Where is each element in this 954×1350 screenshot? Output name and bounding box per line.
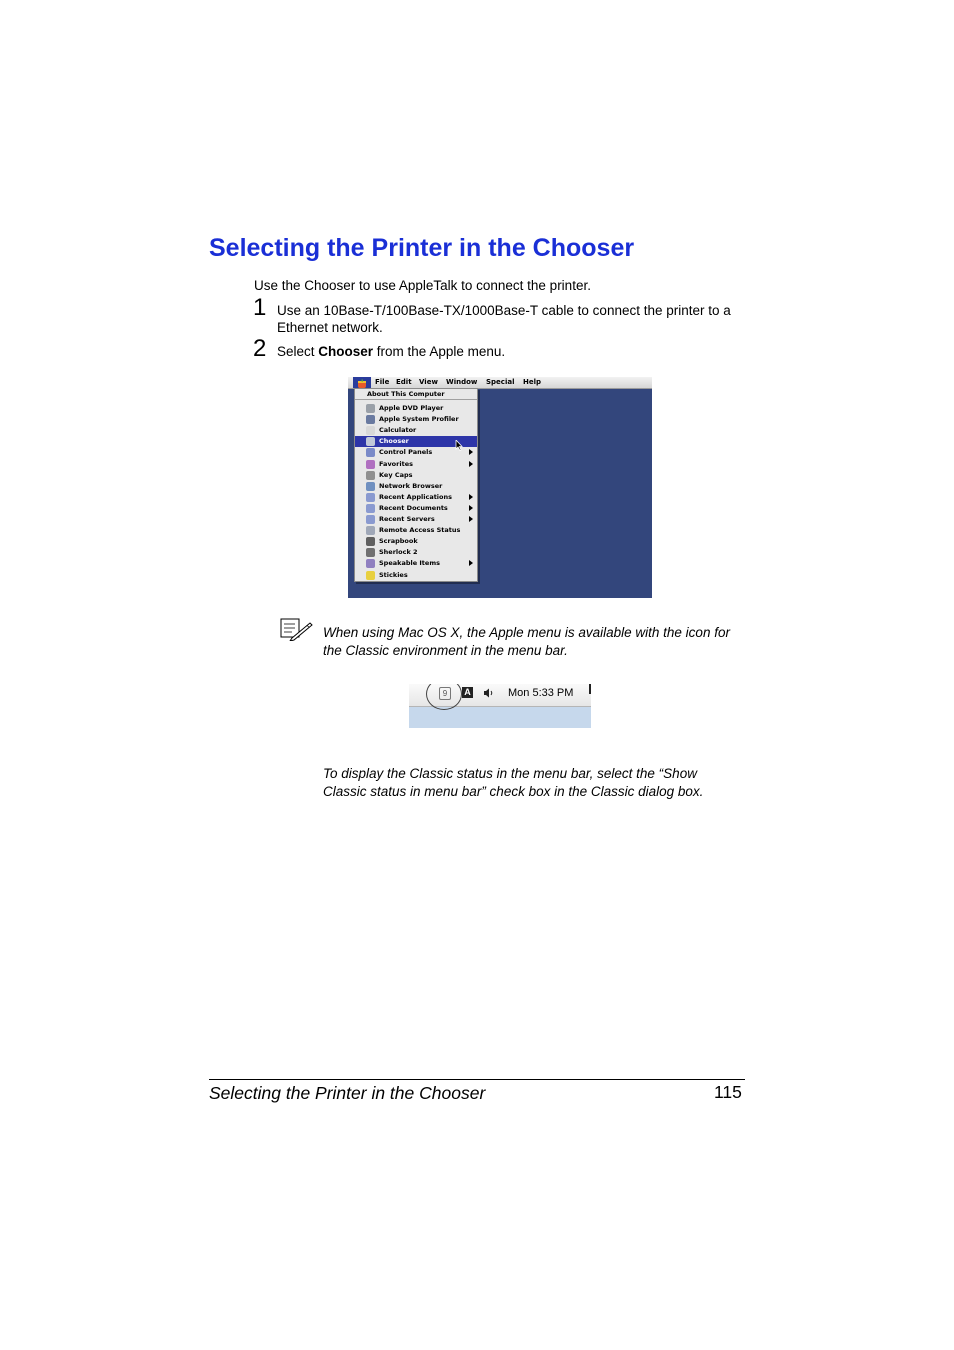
menu-item-remote-access-status[interactable] xyxy=(355,525,477,536)
submenu-arrow-icon xyxy=(469,505,473,511)
submenu-arrow-icon xyxy=(469,516,473,522)
submenu-arrow-icon xyxy=(469,494,473,500)
menu-item-about-this-computer[interactable]: About This Computer xyxy=(355,389,477,400)
menu-item-network-browser[interactable] xyxy=(355,481,477,492)
menu-item-icon xyxy=(366,559,375,568)
menu-item-label: Stickies xyxy=(379,570,408,579)
menubar-clock[interactable]: Mon 5:33 PM xyxy=(508,687,574,699)
menu-item-label: Key Caps xyxy=(379,470,413,479)
menubar-help[interactable]: Help xyxy=(523,378,542,386)
menu-item-icon xyxy=(366,515,375,524)
menu-item-recent-servers[interactable] xyxy=(355,514,477,525)
step-1-text: Use an 10Base-T/100Base-TX/1000Base-T cable to connect the printer to a Ethernet network. xyxy=(277,303,731,335)
menubar-edit[interactable]: Edit xyxy=(396,378,412,386)
menu-item-calculator[interactable] xyxy=(355,425,477,436)
menu-item-icon xyxy=(366,448,375,457)
pencil-note-icon xyxy=(279,617,313,641)
speaker-icon[interactable] xyxy=(483,688,495,698)
menu-item-icon xyxy=(366,482,375,491)
submenu-arrow-icon xyxy=(469,449,473,455)
menu-item-recent-documents[interactable] xyxy=(355,503,477,514)
menubar-edge-divider xyxy=(589,684,591,694)
apple-menu-dropdown xyxy=(354,388,478,582)
menu-item-speakable-items[interactable] xyxy=(355,558,477,569)
menu-item-label: Apple System Profiler xyxy=(379,415,459,424)
menu-item-stickies[interactable] xyxy=(355,570,477,581)
menu-item-label: Apple DVD Player xyxy=(379,404,444,412)
menu-item-apple-dvd-player[interactable] xyxy=(355,403,477,414)
step-1-number: 1 xyxy=(253,294,267,321)
footer-page-number: 115 xyxy=(714,1082,742,1102)
apple-menu-screenshot xyxy=(348,377,652,598)
menubar-view[interactable]: View xyxy=(419,378,438,386)
menu-item-key-caps[interactable] xyxy=(355,470,477,481)
menu-item-favorites[interactable] xyxy=(355,459,477,470)
menu-item-icon xyxy=(366,571,375,580)
step-2-text-after: from the Apple menu. xyxy=(373,344,506,359)
menu-item-apple-system-profiler[interactable] xyxy=(355,414,477,425)
menu-item-scrapbook[interactable] xyxy=(355,536,477,547)
apple-menu-title[interactable] xyxy=(353,377,371,388)
menubar-window[interactable]: Window xyxy=(446,378,478,386)
step-2-number: 2 xyxy=(253,335,267,362)
menu-item-label: Recent Documents xyxy=(379,503,448,512)
menu-item-label: Recent Servers xyxy=(379,515,435,523)
menubar-file[interactable]: File xyxy=(375,378,390,386)
menu-item-label: Network Browser xyxy=(379,481,443,490)
menu-item-label: Favorites xyxy=(379,459,413,468)
footer-title: Selecting the Printer in the Chooser xyxy=(209,1083,486,1103)
menu-item-label: Control Panels xyxy=(379,448,433,457)
intro-text: Use the Chooser to use AppleTalk to connect the printer. xyxy=(254,278,591,293)
note-text-1: When using Mac OS X, the Apple menu is available with the icon for the Classic environment in the menu bar. xyxy=(323,625,730,658)
menu-item-icon xyxy=(366,404,375,413)
menu-item-icon xyxy=(366,426,375,435)
menu-item-icon xyxy=(366,537,375,546)
menu-item-label: Speakable Items xyxy=(379,559,440,568)
menu-item-label: Calculator xyxy=(379,426,417,435)
submenu-arrow-icon xyxy=(469,560,473,566)
note-text-2: To display the Classic status in the menu bar, select the “Show Classic status in menu bar” check box in the Classic dialog box. xyxy=(323,766,704,799)
menu-item-label: Recent Applications xyxy=(379,492,453,501)
menu-item-label: Sherlock 2 xyxy=(379,548,418,557)
step-2-text xyxy=(277,343,505,360)
footer-rule xyxy=(209,1079,745,1080)
menu-item-icon xyxy=(366,504,375,513)
menubar-special[interactable]: Special xyxy=(486,378,515,386)
menu-item-icon xyxy=(366,460,375,469)
menu-item-sherlock-2[interactable] xyxy=(355,547,477,558)
keyboard-font-icon[interactable]: A xyxy=(462,687,473,698)
step-2-text-before: Select xyxy=(277,344,319,359)
menu-item-icon xyxy=(366,437,375,446)
menu-item-icon xyxy=(366,526,375,535)
menubar-screenshot xyxy=(409,684,591,728)
menu-item-icon xyxy=(366,471,375,480)
step-2-text-bold: Chooser xyxy=(318,344,374,359)
menu-item-recent-applications[interactable] xyxy=(355,492,477,503)
mouse-pointer-icon xyxy=(455,440,463,451)
menu-item-label: Chooser xyxy=(379,437,409,446)
classic-environment-icon[interactable]: 9 xyxy=(439,687,451,700)
submenu-arrow-icon xyxy=(469,461,473,467)
menu-item-icon xyxy=(366,548,375,557)
page-title: Selecting the Printer in the Chooser xyxy=(209,234,635,262)
menu-item-label: Remote Access Status xyxy=(379,526,461,535)
menu-item-icon xyxy=(366,415,375,424)
menu-item-label: Scrapbook xyxy=(379,537,418,546)
menu-item-icon xyxy=(366,493,375,502)
